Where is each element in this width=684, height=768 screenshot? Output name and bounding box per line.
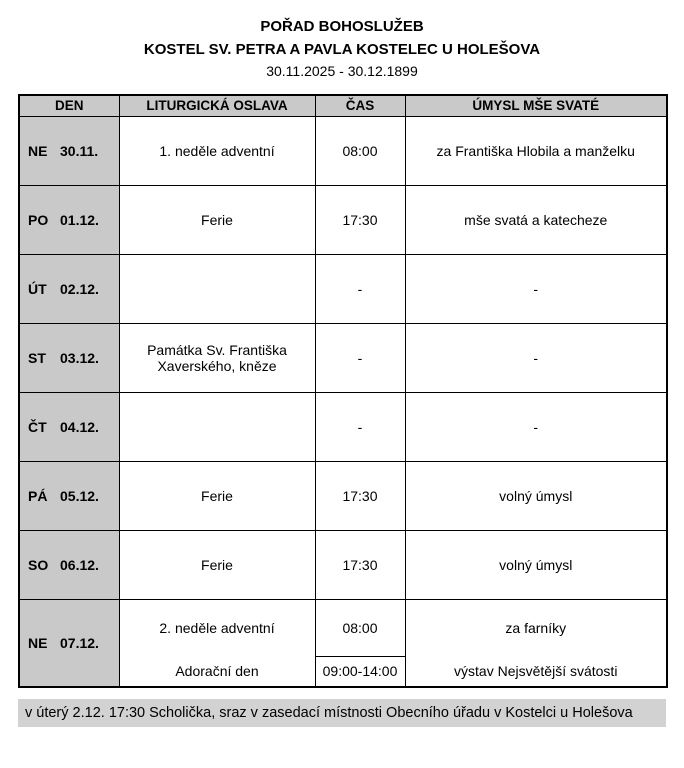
celebration-cell [119,254,315,323]
time-cell: - [315,392,405,461]
intention-cell: volný úmysl [405,461,667,530]
intention-cell: za farníky [405,599,667,656]
celebration-cell: Ferie [119,185,315,254]
day-date: 05.12. [60,487,99,504]
day-abbrev: PÁ [28,487,48,504]
table-row [19,116,667,185]
intention-cell: - [405,392,667,461]
time-cell: 09:00-14:00 [315,656,405,687]
day-date: 06.12. [60,556,99,573]
day-abbrev: ST [28,349,46,366]
day-date: 04.12. [60,418,99,435]
schedule-table [18,94,668,688]
time-cell: 17:30 [315,185,405,254]
table-row [19,392,667,461]
table-row [19,599,667,656]
table-row [19,461,667,530]
day-cell [19,254,119,323]
column-header-umysl: ÚMYSL MŠE SVATÉ [405,95,667,116]
intention-cell: výstav Nejsvětější svátosti [405,656,667,687]
day-abbrev: SO [28,556,49,573]
day-date: 03.12. [60,349,99,366]
celebration-cell [119,392,315,461]
day-abbrev: NE [28,634,48,651]
time-cell: - [315,254,405,323]
celebration-cell: 1. neděle adventní [119,116,315,185]
time-cell: 17:30 [315,530,405,599]
celebration-cell: Adorační den [119,656,315,687]
church-name: KOSTEL SV. PETRA A PAVLA KOSTELEC U HOLEŠOVA [143,40,541,58]
document-header [0,0,684,82]
table-row [19,323,667,392]
column-header-den: DEN [19,95,119,116]
day-date: 30.11. [60,142,99,159]
time-cell: 08:00 [315,116,405,185]
day-cell [19,116,119,185]
table-row [19,530,667,599]
time-cell: 08:00 [315,599,405,656]
intention-cell: - [405,254,667,323]
column-header-cas: ČAS [315,95,405,116]
day-date: 01.12. [60,211,99,228]
time-cell: - [315,323,405,392]
celebration-cell: 2. neděle adventní [119,599,315,656]
day-cell [19,392,119,461]
intention-cell: mše svatá a katecheze [405,185,667,254]
table-row [19,185,667,254]
table-header-row [19,95,667,116]
column-header-oslava: LITURGICKÁ OSLAVA [119,95,315,116]
intention-cell: volný úmysl [405,530,667,599]
day-cell [19,323,119,392]
intention-cell: - [405,323,667,392]
intention-cell: za Františka Hlobila a manželku [405,116,667,185]
day-date: 07.12. [60,634,99,651]
day-abbrev: PO [28,211,49,228]
day-cell [19,185,119,254]
date-range: 30.11.2025 - 30.12.1899 [266,63,418,79]
footer-note: v úterý 2.12. 17:30 Scholička, sraz v zasedací místnosti Obecního úřadu v Kostelci u Holešova [18,699,666,727]
table-row [19,254,667,323]
day-cell [19,461,119,530]
day-abbrev: NE [28,142,48,159]
day-cell [19,530,119,599]
celebration-cell: Ferie [119,530,315,599]
time-cell: 17:30 [315,461,405,530]
day-cell [19,599,119,687]
page-title: POŘAD BOHOSLUŽEB [260,18,424,35]
day-abbrev: ČT [28,418,47,435]
celebration-cell: Ferie [119,461,315,530]
day-date: 02.12. [60,280,99,297]
day-abbrev: ÚT [28,280,47,297]
celebration-cell: Památka Sv. Františka Xaverského, kněze [119,323,315,392]
